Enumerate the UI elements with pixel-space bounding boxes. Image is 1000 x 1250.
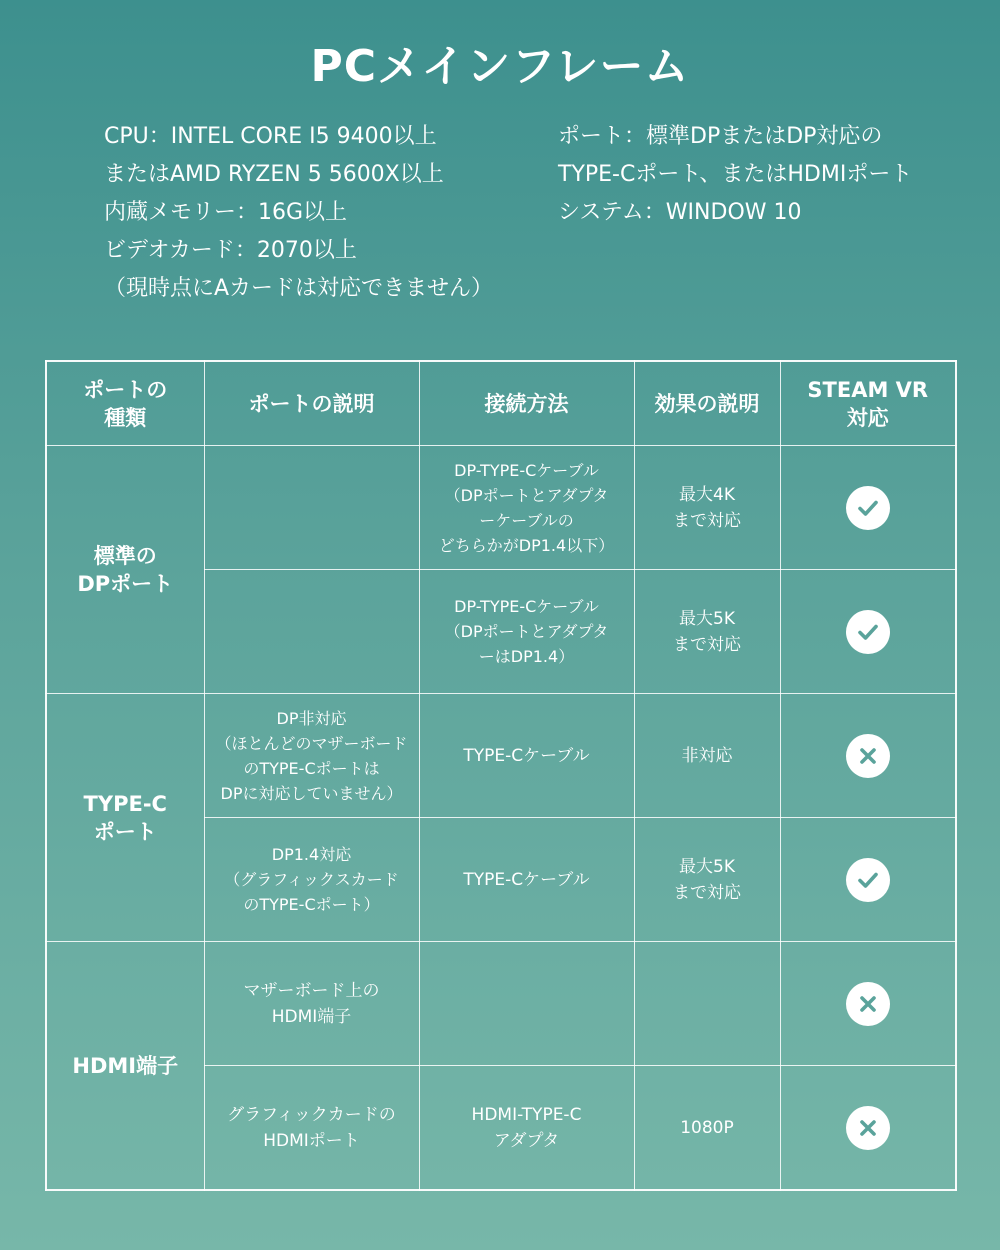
cross-icon — [846, 982, 890, 1026]
spec-note: （現時点にAカードは対応できません） — [104, 276, 494, 301]
connection-method — [419, 942, 634, 1066]
check-icon — [846, 486, 890, 530]
vr-support — [780, 694, 956, 818]
port-desc: グラフィックカードの HDMIポート — [204, 1066, 419, 1191]
table-row — [46, 694, 956, 818]
vr-support — [780, 570, 956, 694]
connection-method: TYPE-Cケーブル — [419, 818, 634, 942]
check-icon — [846, 610, 890, 654]
specs-left — [104, 118, 544, 308]
spec-port: ポート：標準DPまたはDP対応の — [558, 124, 883, 149]
spec-memory: 内蔵メモリー：16G以上 — [104, 200, 348, 225]
spec-video-card: ビデオカード：2070以上 — [104, 238, 357, 263]
connection-method: DP-TYPE-Cケーブル （DPポートとアダプタ ーはDP1.4） — [419, 570, 634, 694]
port-compat-table — [45, 360, 957, 1191]
port-type-hdmi: HDMI端子 — [46, 942, 204, 1191]
spec-cpu: CPU：INTEL CORE I5 9400以上 — [104, 124, 437, 149]
vr-support — [780, 446, 956, 570]
specs-right — [558, 118, 978, 232]
spec-cpu-alt: またはAMD RYZEN 5 5600X以上 — [104, 162, 444, 187]
header-steamvr: STEAM VR 対応 — [780, 361, 956, 446]
connection-method: DP-TYPE-Cケーブル （DPポートとアダプタ ーケーブルの どちらかがDP1.4以下） — [419, 446, 634, 570]
port-desc — [204, 570, 419, 694]
vr-support — [780, 942, 956, 1066]
table-row — [46, 446, 956, 570]
connection-method: HDMI-TYPE-C アダプタ — [419, 1066, 634, 1191]
effect-desc: 1080P — [634, 1066, 780, 1191]
port-desc: マザーボード上の HDMI端子 — [204, 942, 419, 1066]
table-header-row — [46, 361, 956, 446]
port-type-dp: 標準の DPポート — [46, 446, 204, 694]
header-effect: 効果の説明 — [634, 361, 780, 446]
effect-desc — [634, 942, 780, 1066]
port-type-typec: TYPE-C ポート — [46, 694, 204, 942]
page-title: PCメインフレーム — [310, 41, 690, 92]
effect-desc: 最大5K まで対応 — [634, 570, 780, 694]
vr-support — [780, 1066, 956, 1191]
spec-system: システム：WINDOW 10 — [558, 200, 802, 225]
vr-support — [780, 818, 956, 942]
port-desc: DP非対応 （ほとんどのマザーボード のTYPE-Cポートは DPに対応していません） — [204, 694, 419, 818]
check-icon — [846, 858, 890, 902]
port-desc — [204, 446, 419, 570]
cross-icon — [846, 734, 890, 778]
spec-port-cont: TYPE-Cポート、またはHDMIポート — [558, 162, 913, 187]
table-row — [46, 942, 956, 1066]
effect-desc: 最大5K まで対応 — [634, 818, 780, 942]
cross-icon — [846, 1106, 890, 1150]
header-connection: 接続方法 — [419, 361, 634, 446]
header-port-desc: ポートの説明 — [204, 361, 419, 446]
effect-desc: 非対応 — [634, 694, 780, 818]
connection-method: TYPE-Cケーブル — [419, 694, 634, 818]
effect-desc: 最大4K まで対応 — [634, 446, 780, 570]
header-port-type: ポートの 種類 — [46, 361, 204, 446]
port-desc: DP1.4対応 （グラフィックスカード のTYPE-Cポート） — [204, 818, 419, 942]
